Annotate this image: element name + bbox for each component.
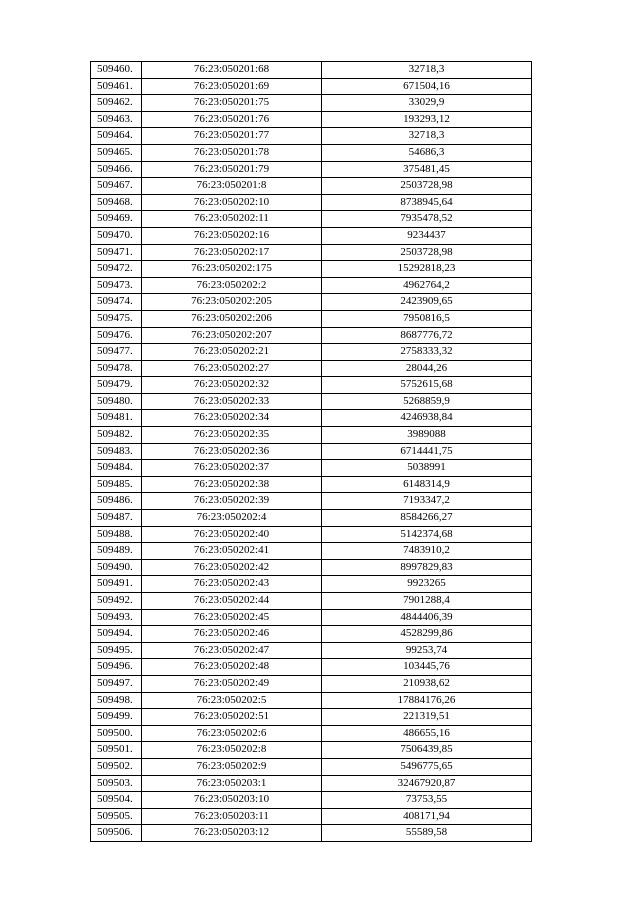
cadastral-number-cell: 76:23:050202:207 bbox=[142, 327, 322, 344]
cadastral-number-cell: 76:23:050202:8 bbox=[142, 742, 322, 759]
value-cell: 2503728,98 bbox=[322, 244, 532, 261]
value-cell: 4962764,2 bbox=[322, 277, 532, 294]
cadastral-number-cell: 76:23:050202:33 bbox=[142, 393, 322, 410]
table-row bbox=[91, 377, 532, 394]
table-row bbox=[91, 344, 532, 361]
value-cell: 7193347,2 bbox=[322, 493, 532, 510]
value-cell: 4844406,39 bbox=[322, 609, 532, 626]
value-cell: 5142374,68 bbox=[322, 526, 532, 543]
table-row bbox=[91, 161, 532, 178]
cadastral-number-cell: 76:23:050201:68 bbox=[142, 62, 322, 79]
table-row bbox=[91, 360, 532, 377]
cadastral-number-cell: 76:23:050202:206 bbox=[142, 310, 322, 327]
row-number-cell: 509483. bbox=[91, 443, 142, 460]
row-number-cell: 509477. bbox=[91, 344, 142, 361]
row-number-cell: 509501. bbox=[91, 742, 142, 759]
table-row bbox=[91, 626, 532, 643]
table-row bbox=[91, 526, 532, 543]
value-cell: 7901288,4 bbox=[322, 593, 532, 610]
value-cell: 4528299,86 bbox=[322, 626, 532, 643]
row-number-cell: 509480. bbox=[91, 393, 142, 410]
value-cell: 4246938,84 bbox=[322, 410, 532, 427]
table-row bbox=[91, 144, 532, 161]
value-cell: 2423909,65 bbox=[322, 294, 532, 311]
value-cell: 7950816,5 bbox=[322, 310, 532, 327]
row-number-cell: 509488. bbox=[91, 526, 142, 543]
cadastral-number-cell: 76:23:050201:78 bbox=[142, 144, 322, 161]
row-number-cell: 509506. bbox=[91, 825, 142, 842]
table-row bbox=[91, 62, 532, 79]
table-row bbox=[91, 758, 532, 775]
table-row bbox=[91, 792, 532, 809]
table-row bbox=[91, 659, 532, 676]
value-cell: 7506439,85 bbox=[322, 742, 532, 759]
value-cell: 210938,62 bbox=[322, 675, 532, 692]
cadastral-number-cell: 76:23:050201:79 bbox=[142, 161, 322, 178]
value-cell: 375481,45 bbox=[322, 161, 532, 178]
value-cell: 7483910,2 bbox=[322, 543, 532, 560]
cadastral-number-cell: 76:23:050202:34 bbox=[142, 410, 322, 427]
row-number-cell: 509492. bbox=[91, 593, 142, 610]
value-cell: 103445,76 bbox=[322, 659, 532, 676]
row-number-cell: 509484. bbox=[91, 460, 142, 477]
cadastral-number-cell: 76:23:050201:75 bbox=[142, 95, 322, 112]
value-cell: 408171,94 bbox=[322, 808, 532, 825]
table-row bbox=[91, 410, 532, 427]
value-cell: 5268859,9 bbox=[322, 393, 532, 410]
table-row bbox=[91, 393, 532, 410]
table-row bbox=[91, 460, 532, 477]
cadastral-number-cell: 76:23:050202:10 bbox=[142, 194, 322, 211]
cadastral-number-cell: 76:23:050202:9 bbox=[142, 758, 322, 775]
cadastral-number-cell: 76:23:050202:42 bbox=[142, 559, 322, 576]
value-cell: 32467920,87 bbox=[322, 775, 532, 792]
cadastral-number-cell: 76:23:050202:17 bbox=[142, 244, 322, 261]
table-row bbox=[91, 808, 532, 825]
table-row bbox=[91, 593, 532, 610]
row-number-cell: 509476. bbox=[91, 327, 142, 344]
value-cell: 5496775,65 bbox=[322, 758, 532, 775]
row-number-cell: 509499. bbox=[91, 709, 142, 726]
cadastral-number-cell: 76:23:050202:45 bbox=[142, 609, 322, 626]
row-number-cell: 509497. bbox=[91, 675, 142, 692]
table-row bbox=[91, 709, 532, 726]
value-cell: 33029,9 bbox=[322, 95, 532, 112]
row-number-cell: 509500. bbox=[91, 725, 142, 742]
table-row bbox=[91, 310, 532, 327]
table-row bbox=[91, 559, 532, 576]
cadastral-number-cell: 76:23:050202:2 bbox=[142, 277, 322, 294]
row-number-cell: 509463. bbox=[91, 111, 142, 128]
row-number-cell: 509460. bbox=[91, 62, 142, 79]
cadastral-number-cell: 76:23:050202:41 bbox=[142, 543, 322, 560]
cadastral-number-cell: 76:23:050201:76 bbox=[142, 111, 322, 128]
table-row bbox=[91, 609, 532, 626]
row-number-cell: 509498. bbox=[91, 692, 142, 709]
value-cell: 54686,3 bbox=[322, 144, 532, 161]
value-cell: 221319,51 bbox=[322, 709, 532, 726]
cadastral-number-cell: 76:23:050202:11 bbox=[142, 211, 322, 228]
cadastral-number-cell: 76:23:050201:69 bbox=[142, 78, 322, 95]
cadastral-number-cell: 76:23:050202:21 bbox=[142, 344, 322, 361]
value-cell: 2758333,32 bbox=[322, 344, 532, 361]
cadastral-value-table bbox=[90, 61, 532, 842]
table-row bbox=[91, 78, 532, 95]
row-number-cell: 509478. bbox=[91, 360, 142, 377]
cadastral-number-cell: 76:23:050202:35 bbox=[142, 427, 322, 444]
value-cell: 6714441,75 bbox=[322, 443, 532, 460]
table-row bbox=[91, 825, 532, 842]
cadastral-number-cell: 76:23:050202:27 bbox=[142, 360, 322, 377]
cadastral-number-cell: 76:23:050203:11 bbox=[142, 808, 322, 825]
value-cell: 5752615,68 bbox=[322, 377, 532, 394]
value-cell: 6148314,9 bbox=[322, 476, 532, 493]
value-cell: 671504,16 bbox=[322, 78, 532, 95]
value-cell: 99253,74 bbox=[322, 642, 532, 659]
table-row bbox=[91, 277, 532, 294]
table-row bbox=[91, 128, 532, 145]
row-number-cell: 509505. bbox=[91, 808, 142, 825]
row-number-cell: 509489. bbox=[91, 543, 142, 560]
table-row bbox=[91, 194, 532, 211]
value-cell: 7935478,52 bbox=[322, 211, 532, 228]
value-cell: 55589,58 bbox=[322, 825, 532, 842]
row-number-cell: 509475. bbox=[91, 310, 142, 327]
row-number-cell: 509482. bbox=[91, 427, 142, 444]
row-number-cell: 509503. bbox=[91, 775, 142, 792]
row-number-cell: 509502. bbox=[91, 758, 142, 775]
cadastral-number-cell: 76:23:050203:10 bbox=[142, 792, 322, 809]
row-number-cell: 509461. bbox=[91, 78, 142, 95]
row-number-cell: 509467. bbox=[91, 178, 142, 195]
value-cell: 28044,26 bbox=[322, 360, 532, 377]
value-cell: 193293,12 bbox=[322, 111, 532, 128]
table-row bbox=[91, 742, 532, 759]
value-cell: 8584266,27 bbox=[322, 510, 532, 527]
cadastral-number-cell: 76:23:050202:46 bbox=[142, 626, 322, 643]
cadastral-number-cell: 76:23:050202:44 bbox=[142, 593, 322, 610]
cadastral-number-cell: 76:23:050201:8 bbox=[142, 178, 322, 195]
value-cell: 3989088 bbox=[322, 427, 532, 444]
cadastral-number-cell: 76:23:050202:175 bbox=[142, 261, 322, 278]
table-row bbox=[91, 692, 532, 709]
table-row bbox=[91, 476, 532, 493]
row-number-cell: 509491. bbox=[91, 576, 142, 593]
row-number-cell: 509494. bbox=[91, 626, 142, 643]
table-row bbox=[91, 95, 532, 112]
value-cell: 8738945,64 bbox=[322, 194, 532, 211]
row-number-cell: 509496. bbox=[91, 659, 142, 676]
cadastral-number-cell: 76:23:050203:1 bbox=[142, 775, 322, 792]
row-number-cell: 509490. bbox=[91, 559, 142, 576]
row-number-cell: 509481. bbox=[91, 410, 142, 427]
row-number-cell: 509470. bbox=[91, 227, 142, 244]
table-row bbox=[91, 642, 532, 659]
value-cell: 15292818,23 bbox=[322, 261, 532, 278]
row-number-cell: 509471. bbox=[91, 244, 142, 261]
cadastral-number-cell: 76:23:050202:47 bbox=[142, 642, 322, 659]
table-row bbox=[91, 725, 532, 742]
cadastral-number-cell: 76:23:050202:36 bbox=[142, 443, 322, 460]
row-number-cell: 509468. bbox=[91, 194, 142, 211]
cadastral-number-cell: 76:23:050202:49 bbox=[142, 675, 322, 692]
value-cell: 8997829,83 bbox=[322, 559, 532, 576]
row-number-cell: 509486. bbox=[91, 493, 142, 510]
row-number-cell: 509473. bbox=[91, 277, 142, 294]
table-row bbox=[91, 493, 532, 510]
table-row bbox=[91, 211, 532, 228]
cadastral-number-cell: 76:23:050202:4 bbox=[142, 510, 322, 527]
cadastral-number-cell: 76:23:050202:38 bbox=[142, 476, 322, 493]
cadastral-number-cell: 76:23:050202:48 bbox=[142, 659, 322, 676]
table-row bbox=[91, 261, 532, 278]
table-row bbox=[91, 510, 532, 527]
value-cell: 32718,3 bbox=[322, 128, 532, 145]
table-row bbox=[91, 294, 532, 311]
cadastral-number-cell: 76:23:050203:12 bbox=[142, 825, 322, 842]
cadastral-number-cell: 76:23:050201:77 bbox=[142, 128, 322, 145]
row-number-cell: 509462. bbox=[91, 95, 142, 112]
row-number-cell: 509464. bbox=[91, 128, 142, 145]
row-number-cell: 509466. bbox=[91, 161, 142, 178]
value-cell: 5038991 bbox=[322, 460, 532, 477]
table-row bbox=[91, 443, 532, 460]
row-number-cell: 509504. bbox=[91, 792, 142, 809]
row-number-cell: 509469. bbox=[91, 211, 142, 228]
value-cell: 32718,3 bbox=[322, 62, 532, 79]
table-row bbox=[91, 427, 532, 444]
table-row bbox=[91, 178, 532, 195]
value-cell: 17884176,26 bbox=[322, 692, 532, 709]
row-number-cell: 509474. bbox=[91, 294, 142, 311]
table-row bbox=[91, 775, 532, 792]
table-row bbox=[91, 244, 532, 261]
row-number-cell: 509465. bbox=[91, 144, 142, 161]
cadastral-number-cell: 76:23:050202:51 bbox=[142, 709, 322, 726]
table-row bbox=[91, 327, 532, 344]
cadastral-number-cell: 76:23:050202:39 bbox=[142, 493, 322, 510]
table-row bbox=[91, 576, 532, 593]
cadastral-number-cell: 76:23:050202:205 bbox=[142, 294, 322, 311]
row-number-cell: 509487. bbox=[91, 510, 142, 527]
value-cell: 9923265 bbox=[322, 576, 532, 593]
cadastral-number-cell: 76:23:050202:16 bbox=[142, 227, 322, 244]
row-number-cell: 509479. bbox=[91, 377, 142, 394]
value-cell: 9234437 bbox=[322, 227, 532, 244]
table-body bbox=[91, 62, 532, 842]
row-number-cell: 509493. bbox=[91, 609, 142, 626]
table-row bbox=[91, 543, 532, 560]
row-number-cell: 509495. bbox=[91, 642, 142, 659]
cadastral-number-cell: 76:23:050202:32 bbox=[142, 377, 322, 394]
value-cell: 486655,16 bbox=[322, 725, 532, 742]
row-number-cell: 509485. bbox=[91, 476, 142, 493]
table-row bbox=[91, 675, 532, 692]
cadastral-number-cell: 76:23:050202:6 bbox=[142, 725, 322, 742]
row-number-cell: 509472. bbox=[91, 261, 142, 278]
value-cell: 8687776,72 bbox=[322, 327, 532, 344]
cadastral-number-cell: 76:23:050202:40 bbox=[142, 526, 322, 543]
cadastral-number-cell: 76:23:050202:5 bbox=[142, 692, 322, 709]
table-row bbox=[91, 227, 532, 244]
cadastral-number-cell: 76:23:050202:37 bbox=[142, 460, 322, 477]
cadastral-number-cell: 76:23:050202:43 bbox=[142, 576, 322, 593]
value-cell: 2503728,98 bbox=[322, 178, 532, 195]
value-cell: 73753,55 bbox=[322, 792, 532, 809]
table-row bbox=[91, 111, 532, 128]
